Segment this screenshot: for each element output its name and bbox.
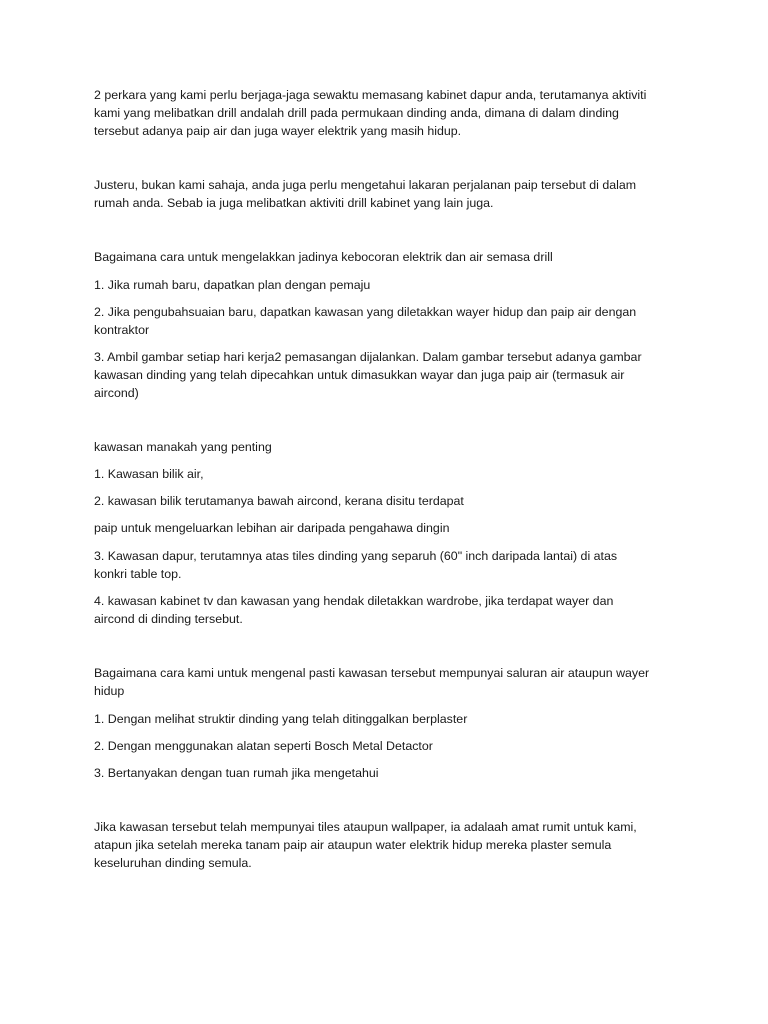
section-3-heading-line-2: hidup — [94, 684, 125, 698]
section-2-item-3-line-2: konkri table top. — [94, 567, 182, 581]
section-3-item-3: 3. Bertanyakan dengan tuan rumah jika mengetahui — [94, 766, 379, 780]
paragraph-2-line-2: rumah anda. Sebab ia juga melibatkan aktiviti drill kabinet yang lain juga. — [94, 196, 494, 210]
paragraph-6-line-2: atapun jika setelah mereka tanam paip air ataupun water elektrik hidup mereka plaster semula — [94, 838, 612, 852]
section-2-item-4-line-1: 4. kawasan kabinet tv dan kawasan yang hendak diletakkan wardrobe, jika terdapat wayer dan — [94, 594, 614, 608]
paragraph-1-line-2: kami yang melibatkan drill andalah drill pada permukaan dinding anda, dimana di dalam dinding — [94, 106, 619, 120]
paragraph-6-line-1: Jika kawasan tersebut telah mempunyai tiles ataupun wallpaper, ia adalaah amat rumit untuk kami, — [94, 820, 637, 834]
section-3-item-2: 2. Dengan menggunakan alatan seperti Bosch Metal Detactor — [94, 739, 433, 753]
section-2-item-3-line-1: 3. Kawasan dapur, terutamnya atas tiles dinding yang separuh (60" inch daripada lantai) di atas — [94, 549, 618, 563]
section-2-item-1: 1. Kawasan bilik air, — [94, 467, 204, 481]
paragraph-6-line-3: keseluruhan dinding semula. — [94, 856, 252, 870]
section-2-item-2-continued: paip untuk mengeluarkan lebihan air daripada pengahawa dingin — [94, 521, 450, 535]
section-1-item-2-line-2: kontraktor — [94, 323, 150, 337]
section-1-item-3-line-3: aircond) — [94, 386, 139, 400]
paragraph-2-line-1: Justeru, bukan kami sahaja, anda juga perlu mengetahui lakaran perjalanan paip tersebut di dalam — [94, 178, 637, 192]
section-2-item-4-line-2: aircond di dinding tersebut. — [94, 612, 243, 626]
section-1-item-2-line-1: 2. Jika pengubahsuaian baru, dapatkan kawasan yang diletakkan wayer hidup dan paip air dengan — [94, 305, 637, 319]
section-1-item-3-line-1: 3. Ambil gambar setiap hari kerja2 pemasangan dijalankan. Dalam gambar tersebut adanya gambar — [94, 350, 642, 364]
section-1-heading: Bagaimana cara untuk mengelakkan jadinya kebocoran elektrik dan air semasa drill — [94, 250, 553, 264]
section-3-item-1: 1. Dengan melihat struktir dinding yang telah ditinggalkan berplaster — [94, 712, 468, 726]
paragraph-1-line-3: tersebut adanya paip air dan juga wayer elektrik yang masih hidup. — [94, 124, 462, 138]
section-2-heading: kawasan manakah yang penting — [94, 440, 272, 454]
section-1-item-1: 1. Jika rumah baru, dapatkan plan dengan pemaju — [94, 278, 371, 292]
section-2-item-2: 2. kawasan bilik terutamanya bawah aircond, kerana disitu terdapat — [94, 494, 464, 508]
paragraph-1-line-1: 2 perkara yang kami perlu berjaga-jaga sewaktu memasang kabinet dapur anda, terutamanya aktiviti — [94, 88, 647, 102]
section-1-item-3-line-2: kawasan dinding yang telah dipecahkan untuk dimasukkan wayar dan juga paip air (termasuk air — [94, 368, 625, 382]
section-3-heading-line-1: Bagaimana cara kami untuk mengenal pasti kawasan tersebut mempunyai saluran air ataupun wayer — [94, 666, 650, 680]
